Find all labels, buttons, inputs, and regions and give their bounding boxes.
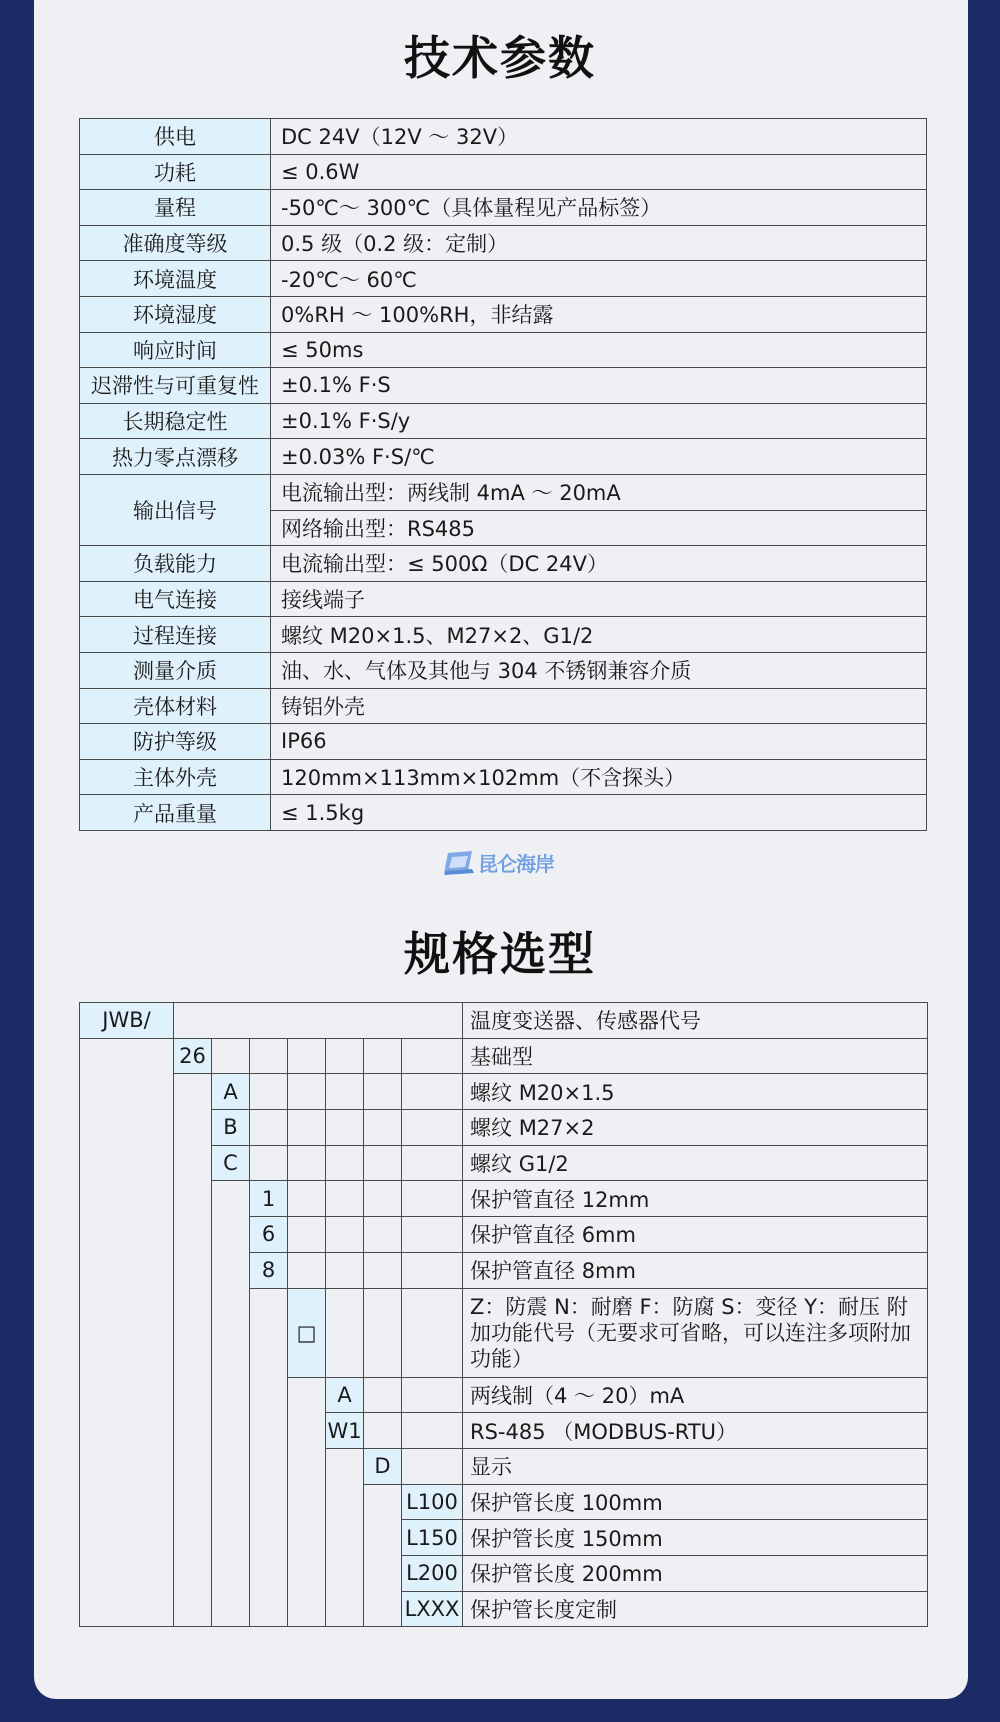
logo-mark-icon <box>442 849 476 875</box>
span-cell <box>174 1074 212 1627</box>
empty-cell <box>250 1074 288 1110</box>
option-description: 保护管直径 12mm <box>463 1181 928 1217</box>
empty-cell <box>402 1074 463 1110</box>
empty-cell <box>364 1252 402 1288</box>
option-description: 保护管直径 8mm <box>463 1252 928 1288</box>
option-description: 保护管长度 150mm <box>463 1520 928 1556</box>
empty-cell <box>402 1181 463 1217</box>
spec-key: 负载能力 <box>80 546 271 582</box>
empty-cell <box>364 1413 402 1449</box>
spec-row <box>80 546 927 582</box>
option-description: RS-485 （MODBUS-RTU） <box>463 1413 928 1449</box>
spec-value: 油、水、气体及其他与 304 不锈钢兼容介质 <box>271 652 927 688</box>
selection-row <box>80 1074 928 1110</box>
option-code: C <box>212 1145 250 1181</box>
span-cell <box>212 1181 250 1627</box>
spec-row <box>80 581 927 617</box>
spec-key: 输出信号 <box>80 474 271 545</box>
empty-cell <box>402 1252 463 1288</box>
spec-value: ≤ 1.5kg <box>271 795 927 831</box>
empty-cell <box>402 1217 463 1253</box>
empty-cell <box>326 1145 364 1181</box>
empty-cell <box>326 1110 364 1146</box>
option-code: D <box>364 1448 402 1484</box>
spec-key: 量程 <box>80 190 271 226</box>
brand-logo <box>442 848 557 876</box>
spec-row <box>80 368 927 404</box>
option-code: L200 <box>402 1555 463 1591</box>
option-description: 螺纹 M27×2 <box>463 1110 928 1146</box>
spec-key: 产品重量 <box>80 795 271 831</box>
option-code: A <box>212 1074 250 1110</box>
spec-value: 120mm×113mm×102mm（不含探头） <box>271 759 927 795</box>
spec-value: ≤ 50ms <box>271 332 927 368</box>
spec-row <box>80 225 927 261</box>
spec-row <box>80 190 927 226</box>
empty-cell <box>326 1038 364 1074</box>
spec-key: 供电 <box>80 119 271 155</box>
empty-cell <box>402 1145 463 1181</box>
spec-value: -50℃～ 300℃（具体量程见产品标签） <box>271 190 927 226</box>
spec-row <box>80 688 927 724</box>
spec-key: 过程连接 <box>80 617 271 653</box>
empty-cell <box>402 1413 463 1449</box>
spec-value: ±0.03% F·S/℃ <box>271 439 927 475</box>
option-description: 保护管长度定制 <box>463 1591 928 1627</box>
spec-key: 功耗 <box>80 154 271 190</box>
spec-key: 迟滞性与可重复性 <box>80 368 271 404</box>
model-prefix: JWB/ <box>80 1003 174 1039</box>
spec-key: 准确度等级 <box>80 225 271 261</box>
empty-cell <box>402 1288 463 1377</box>
option-code: W1 <box>326 1413 364 1449</box>
spec-row <box>80 119 927 155</box>
option-code: L100 <box>402 1484 463 1520</box>
option-code: 8 <box>250 1252 288 1288</box>
span-cell <box>288 1377 326 1627</box>
spec-value: DC 24V（12V ～ 32V） <box>271 119 927 155</box>
option-code: LXXX <box>402 1591 463 1627</box>
spec-value: 网络输出型：RS485 <box>271 510 927 546</box>
empty-cell <box>364 1288 402 1377</box>
spec-row <box>80 474 927 510</box>
spec-row <box>80 261 927 297</box>
span-cell <box>326 1448 364 1626</box>
spec-value: 0%RH ～ 100%RH，非结露 <box>271 296 927 332</box>
empty-cell <box>364 1145 402 1181</box>
header-blank-cell <box>174 1003 463 1039</box>
selection-title: 规格选型 <box>404 927 596 981</box>
spec-row <box>80 403 927 439</box>
spec-key: 测量介质 <box>80 652 271 688</box>
header-description: 温度变送器、传感器代号 <box>463 1003 928 1039</box>
option-code: B <box>212 1110 250 1146</box>
empty-cell <box>402 1110 463 1146</box>
empty-cell <box>364 1038 402 1074</box>
empty-cell <box>250 1038 288 1074</box>
selection-row <box>80 1038 928 1074</box>
spec-value: 铸铝外壳 <box>271 688 927 724</box>
empty-cell <box>326 1288 364 1377</box>
empty-cell <box>326 1074 364 1110</box>
empty-cell <box>288 1074 326 1110</box>
option-code: A <box>326 1377 364 1413</box>
option-description: 保护管长度 200mm <box>463 1555 928 1591</box>
empty-cell <box>288 1038 326 1074</box>
spec-row <box>80 759 927 795</box>
option-code: 26 <box>174 1038 212 1074</box>
empty-cell <box>212 1038 250 1074</box>
spec-value: 0.5 级（0.2 级：定制） <box>271 225 927 261</box>
option-description: 基础型 <box>463 1038 928 1074</box>
spec-key: 环境温度 <box>80 261 271 297</box>
spec-row <box>80 795 927 831</box>
spec-key: 环境湿度 <box>80 296 271 332</box>
spec-row <box>80 154 927 190</box>
empty-cell <box>288 1145 326 1181</box>
spec-value: 螺纹 M20×1.5、M27×2、G1/2 <box>271 617 927 653</box>
spec-value: 电流输出型：≤ 500Ω（DC 24V） <box>271 546 927 582</box>
prefix-span-cell <box>80 1038 174 1627</box>
option-description: 两线制（4 ～ 20）mA <box>463 1377 928 1413</box>
spec-row <box>80 724 927 760</box>
empty-cell <box>288 1217 326 1253</box>
selection-header-row <box>80 1003 928 1039</box>
span-cell <box>250 1288 288 1627</box>
spec-row <box>80 332 927 368</box>
option-code: □ <box>288 1288 326 1377</box>
option-code: 1 <box>250 1181 288 1217</box>
empty-cell <box>364 1377 402 1413</box>
spec-value: ≤ 0.6W <box>271 154 927 190</box>
option-description: 螺纹 M20×1.5 <box>463 1074 928 1110</box>
empty-cell <box>326 1217 364 1253</box>
option-description: 保护管直径 6mm <box>463 1217 928 1253</box>
spec-key: 电气连接 <box>80 581 271 617</box>
logo-text: 昆仑海岸 <box>478 851 554 876</box>
selection-table <box>79 1002 928 1627</box>
empty-cell <box>250 1110 288 1146</box>
tech-params-table <box>79 118 927 831</box>
spec-key: 壳体材料 <box>80 688 271 724</box>
empty-cell <box>288 1110 326 1146</box>
span-cell <box>364 1484 402 1627</box>
spec-key: 响应时间 <box>80 332 271 368</box>
spec-key: 主体外壳 <box>80 759 271 795</box>
option-description: Z：防震 N：耐磨 F：防腐 S：变径 Y：耐压 附加功能代号（无要求可省略，可以连注多项附加功能） <box>463 1288 928 1377</box>
spec-row <box>80 652 927 688</box>
spec-value: 电流输出型：两线制 4mA ～ 20mA <box>271 474 927 510</box>
spec-key: 热力零点漂移 <box>80 439 271 475</box>
option-description: 螺纹 G1/2 <box>463 1145 928 1181</box>
empty-cell <box>288 1252 326 1288</box>
empty-cell <box>402 1038 463 1074</box>
empty-cell <box>288 1181 326 1217</box>
empty-cell <box>364 1217 402 1253</box>
spec-value: ±0.1% F·S <box>271 368 927 404</box>
spec-value: ±0.1% F·S/y <box>271 403 927 439</box>
empty-cell <box>402 1377 463 1413</box>
empty-cell <box>364 1110 402 1146</box>
spec-row <box>80 296 927 332</box>
empty-cell <box>364 1181 402 1217</box>
spec-value: 接线端子 <box>271 581 927 617</box>
option-code: L150 <box>402 1520 463 1556</box>
spec-value: -20℃～ 60℃ <box>271 261 927 297</box>
empty-cell <box>326 1252 364 1288</box>
spec-value: IP66 <box>271 724 927 760</box>
empty-cell <box>402 1448 463 1484</box>
option-description: 显示 <box>463 1448 928 1484</box>
spec-row <box>80 617 927 653</box>
spec-row <box>80 439 927 475</box>
tech-params-title: 技术参数 <box>404 31 596 85</box>
option-code: 6 <box>250 1217 288 1253</box>
empty-cell <box>250 1145 288 1181</box>
spec-key: 防护等级 <box>80 724 271 760</box>
option-description: 保护管长度 100mm <box>463 1484 928 1520</box>
empty-cell <box>326 1181 364 1217</box>
empty-cell <box>364 1074 402 1110</box>
spec-key: 长期稳定性 <box>80 403 271 439</box>
